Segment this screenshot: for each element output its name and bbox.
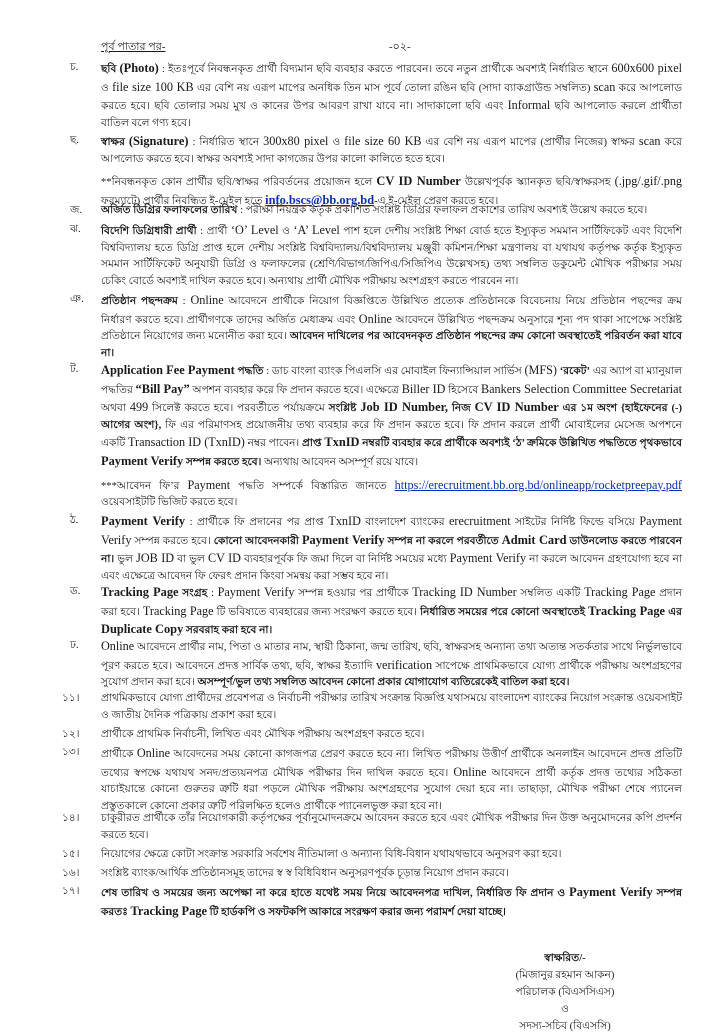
- page-number: -০২-: [389, 41, 411, 53]
- numbered-item-14: ১৪। চাকুরীরত প্রার্থীকে তাঁর নিয়োগকারী কর্তৃপক্ষের পূর্বানুমোদনক্রমে আবেদন করতে হবে এবং মৌখিক পরীক্ষার দিন উক্ত অনুমোদনের কপি প্রদর্শন করতে হবে।: [62, 813, 682, 841]
- signature-block: [480, 950, 650, 1035]
- signatory-name: (মিজানুর রহমান আকন): [515, 970, 615, 981]
- email-link[interactable]: info.bscs@bb.org.bd: [265, 192, 375, 207]
- item-degree-result-date: জ. অর্জিত ডিগ্রির ফলাফলের তারিখ : পরীক্ষা নিয়ন্ত্রক কর্তৃক প্রকাশিত সংশ্লিষ্ট ডিগ্রির ফলাফল প্রকাশের তারিখ অবশ্যই উল্লেখ করতে হবে।: [70, 203, 682, 220]
- item-marker: ঝ.: [70, 224, 81, 235]
- item-online-accuracy: ঢ. Online আবেদনে প্রার্থীর নাম, পিতা ও মাতার নাম, স্থায়ী ঠিকানা, জন্ম তারিখ, ছবি, স্বাক্ষরসহ অন্যান্য তথ্য অত্যন্ত সতর্কতার সাথে নির্ভুলভাবে পূরণ করতে হবে। আবেদনে প্রদত্ত সার্বিক তথ্য, ছবি, স্বাক্ষর ইত্যাদি verification সাপেক্ষে প্রাথমিকভাবে যোগ্য প্রার্থীকে পরীক্ষায় অংশগ্রহণের সুযোগ প্রদান করা হবে। অসম্পূর্ণ/ভুল তথ্য সম্বলিত আবেদন কোনো প্রকার যোগাযোগ ব্যতিরেকেই বাতিল করা হবে।: [70, 639, 682, 689]
- payment-details-note: ***আবেদন ফি’র Payment পদ্ধতি সম্পর্কে বিস্তারিত জানতে https://erecruitment.bb.org.bd/onlineapp/rocketpreepay.pdf ওয়েবসাইটটি ভিজিট করতে হবে।: [101, 477, 682, 509]
- item-marker: ট.: [70, 364, 79, 375]
- numbered-item-16: ১৬। সংশ্লিষ্ট ব্যাংক/আর্থিক প্রতিষ্ঠানসমূহ তাদের স্ব স্ব বিধিবিধান অনুসরণপূর্বক চূড়ান্ত নিয়োগ প্রদান করবে।: [70, 866, 682, 883]
- item-marker: জ.: [70, 205, 83, 216]
- item-marker: ১৪।: [62, 813, 80, 824]
- item-signature: ছ. স্বাক্ষর (Signature) : নির্ধারিত স্থানে 300x80 pixel ও file size 60 KB এর বেশি নয় এরূপ মাপের (প্রার্থীর নিজের) স্বাক্ষর scan করে আপলোড করতে হবে। স্বাক্ষর অবশ্যই সাদা কাগজের উপর কালো কালিতে হতে হবে। **নিবন্ধনকৃত কোন প্রার্থীর ছবি/স্বাক্ষর পরিবর্তনের প্রয়োজন হলে CV ID Number উল্লেখপূর্বক স্ক্যানকৃত ছবি/স্বাক্ষরসহ (.jpg/.gif/.png ফরম্যাটে) প্রার্থীর নিবন্ধিত ই-মেইল হতে info.bscs@bb.org.bd-এ ই-মেইল প্রেরণ করতে হবে।: [70, 133, 682, 210]
- numbered-item-17: ১৭। শেষ তারিখ ও সময়ের জন্য অপেক্ষা না করে হাতে যথেষ্ট সময় নিয়ে আবেদনপত্র দাখিল, নির্ধারিত ফি প্রদান ও Payment Verify সম্পন্ন করতঃ Tracking Page টি হার্ডকপি ও সফটকপি আকারে সংরক্ষণ করার জন্য পরামর্শ দেয়া যাচ্ছে।: [62, 885, 682, 918]
- rocket-prepay-pdf-link[interactable]: https://erecruitment.bb.org.bd/onlineapp/rocketpreepay.pdf: [394, 477, 682, 492]
- item-marker: ১৩।: [62, 747, 80, 758]
- item-institution-preference: ঞ. প্রতিষ্ঠান পছন্দক্রম : Online আবেদনে প্রার্থীকে নিয়োগ বিজ্ঞপ্তিতে উল্লিখিত প্রত্যেক প্রতিষ্ঠানকে বিবেচনায় নিয়ে প্রতিষ্ঠান পছন্দের ক্রম নির্ধারণ করতে হবে। প্রার্থীগণকে তাদের অর্জিত মেধাক্রম এবং Online আবেদনে উল্লিখিত পছন্দক্রম অনুসারে শূন্য পদ থাকা সাপেক্ষে সংশ্লিষ্ট প্রতিষ্ঠানে নিয়োগের জন্য মনোনীত করা হবে। আবেদন দাখিলের পর আবেদনকৃত প্রতিষ্ঠান পছন্দের ক্রম কোনো অবস্থাতেই পরিবর্তন করা যাবে না।: [70, 293, 682, 359]
- numbered-item-12: ১২। প্রার্থীকে প্রাথমিক নির্বাচনী, লিখিত এবং মৌখিক পরীক্ষায় অংশগ্রহণ করতে হবে।: [70, 727, 682, 744]
- item-marker: ঞ.: [70, 294, 84, 305]
- item-marker: ১৫।: [62, 849, 80, 860]
- signatory-title: পরিচালক (বিএসসিএস): [515, 987, 615, 998]
- previous-page-note: পূর্ব পাতার পর-: [101, 41, 166, 53]
- item-foreign-degree: ঝ. বিদেশি ডিগ্রিধারী প্রার্থী : প্রার্থী ‘O’ Level ও ‘A’ Level পাশ হলে দেশীয় সংশ্লিষ্ট শিক্ষা বোর্ড হতে ইস্যুকৃত সমমান সার্টিফিকেট এবং বিদেশি বিশ্ববিদ্যালয় হতে ডিগ্রি প্রাপ্ত হলে দেশীয় সংশ্লিষ্ট বিশ্ববিদ্যালয়/বিশ্ববিদ্যালয় মঞ্জুরী কমিশন/শিক্ষা মন্ত্রণালয় বা যথাযথ কর্তৃপক্ষ কর্তৃক ইস্যুকৃত সমমান সার্টিফিকেট অনুযায়ী ডিগ্রি ও ফলাফলের (শ্রেণি/বিভাগ/জিপিএ/সিজিপিএ উল্লেখসহ) তথ্য সম্বলিত ডকুমেন্ট মৌখিক পরীক্ষার সময় চেকিং বোর্ডে অবশ্যই দাখিল করতে হবে। অন্যথায় প্রার্থী মৌখিক পরীক্ষায় অংশগ্রহণ করতে পারবেন না।: [70, 223, 682, 287]
- item-marker: ঢ.: [70, 640, 79, 651]
- signatory-and: ও: [561, 1004, 569, 1015]
- item-marker: ১২।: [62, 729, 80, 740]
- page-header: [101, 38, 664, 54]
- numbered-item-11: ১১। প্রাথমিকভাবে যোগ্য প্রার্থীদের প্রবেশপত্র ও নির্বাচনী পরীক্ষার তারিখ সংক্রান্ত বিজ্ঞপ্তি যথাসময়ে বাংলাদেশ ব্যাংকের নিয়োগ সংক্রান্ত ওয়েবসাইট ও জাতীয় দৈনিক পত্রিকায় প্রকাশ করা হবে।: [62, 693, 682, 721]
- signature-change-note: **নিবন্ধনকৃত কোন প্রার্থীর ছবি/স্বাক্ষর পরিবর্তনের প্রয়োজন হলে CV ID Number উল্লেখপূর্বক স্ক্যানকৃত ছবি/স্বাক্ষরসহ (.jpg/.gif/.png ফরম্যাটে) প্রার্থীর নিবন্ধিত ই-মেইল হতে info.bscs@bb.org.bd-এ ই-মেইল প্রেরণ করতে হবে।: [101, 174, 683, 207]
- signatory-title-2: সদস্য-সচিব (বিএসসি): [519, 1021, 611, 1032]
- item-marker: ১১।: [62, 693, 80, 704]
- signed-label: স্বাক্ষরিত/-: [544, 953, 586, 964]
- numbered-item-13: ১৩। প্রার্থীকে Online আবেদনের সময় কোনো কাগজপত্র প্রেরণ করতে হবে না। লিখিত পরীক্ষায় উত্তীর্ণ প্রার্থীকে অনলাইন আবেদনে প্রদত্ত প্রতিটি তথ্যের স্বপক্ষে যথাযথ সনদ/প্রত্যয়নপত্র মৌখিক পরীক্ষার দিন দাখিল করতে হবে। Online আবেদনে প্রার্থী কর্তৃক প্রদত্ত তথ্যের সঠিকতা যাচাইয়ান্তে কোনো গুরুতর ত্রুটি ধরা পড়লে মৌখিক পরীক্ষায় অংশগ্রহণের সুযোগ দেয়া হবে না। তাছাড়া, মৌখিক পরীক্ষা শেষে প্যানেল প্রস্তুতকালে কোনো প্রকার ত্রুটি পরিলক্ষিত হলেও প্রার্থীকে প্যানেলভুক্ত করা হবে না।: [62, 746, 682, 812]
- item-marker: ১৭।: [62, 886, 80, 897]
- numbered-item-15: ১৫। নিয়োগের ক্ষেত্রে কোটা সংক্রান্ত সরকারি সর্বশেষ নীতিমালা ও অন্যান্য বিধি-বিধান যথাযথভাবে অনুসরণ করা হবে।: [70, 847, 682, 864]
- item-tracking-page: ড. Tracking Page সংগ্রহ : Payment Verify সম্পন্ন হওয়ার পর প্রার্থীকে Tracking ID Number সম্বলিত একটি Tracking Page প্রদান করা হবে। Tracking Page টি ভবিষ্যতে ব্যবহারের জন্য সংরক্ষণ করতে হবে। নির্ধারিত সময়ের পরে কোনো অবস্থাতেই Tracking Page এর Duplicate Copy সরবরাহ করা হবে না।: [70, 585, 682, 637]
- item-marker: ড.: [70, 586, 81, 597]
- item-marker: ছ.: [70, 135, 80, 146]
- item-application-fee-payment: ট. Application Fee Payment পদ্ধতি : ডাচ বাংলা ব্যাংক পিএলসি এর মোবাইল ফিন্যান্সিয়াল সার্ভিস (MFS) ‘রকেট’ এর অ্যাপ বা ম্যানুয়াল পদ্ধতির “Bill Pay” অপশন ব্যবহার করে ফি প্রদান করতে হবে। এক্ষেত্রে Biller ID হিসেবে Bankers Selection Committee Secretariat অথবা 499 সিলেক্ট করতে হবে। পরবর্তীতে পর্যায়ক্রমে সংশ্লিষ্ট Job ID Number, নিজ CV ID Number এর ১ম অংশ {হাইফেনের (-) আগের অংশ}, ফি এর পরিমাণসহ প্রয়োজনীয় তথ্য ব্যবহার করে ফি প্রদান করতে হবে। ফি প্রদান করলে প্রার্থী মোবাইলের মেসেজ অপশনে একটি Transaction ID (TxnID) নম্বর পাবেন। প্রাপ্ত TxnID নম্বরটি ব্যবহার করে প্রার্থীকে অবশ্যই ‘ঠ’ ক্রমিকে উল্লিখিত পদ্ধতিতে পৃথকভাবে Payment Verify সম্পন্ন করতে হবে। অন্যথায় আবেদন অসম্পূর্ণ রয়ে যাবে। ***আবেদন ফি’র Payment পদ্ধতি সম্পর্কে বিস্তারিত জানতে https://erecruitment.bb.org.bd/onlineapp/rocketpreepay.pdf ওয়েবসাইটটি ভিজিট করতে হবে।: [70, 362, 682, 512]
- item-marker: ১৬।: [62, 868, 80, 879]
- item-photo: চ. ছবি (Photo) : ইতঃপূর্বে নিবন্ধনকৃত প্রার্থী বিদ্যমান ছবি ব্যবহার করতে পারবেন। তবে নতুন প্রার্থীকে অবশ্যই নির্ধারিত স্থানে 600x600 pixel ও file size 100 KB এর বেশি নয় এরূপ মাপের অনধিক তিন মাস পূর্বে তোলা রঙিন ছবি (সাদা ব্যাকগ্রাউন্ড সম্বলিত) scan করে আপলোড করতে হবে। ছবি তোলার সময় মুখ ও কানের উপর আবরণ রাখা যাবে না। সাদাকালো ছবি এবং Informal ছবি আপলোড করলে প্রার্থীতা বাতিল বলে গণ্য হবে।: [70, 61, 683, 129]
- item-marker: চ.: [70, 62, 79, 73]
- item-payment-verify: ঠ. Payment Verify : প্রার্থীকে ফি প্রদানের পর প্রাপ্ত TxnID বাংলাদেশ ব্যাংকের erecruitment সাইটের নির্দিষ্ট ফিল্ডে বসিয়ে Payment Verify সম্পন্ন করতে হবে। কোনো আবেদনকারী Payment Verify সম্পন্ন না করলে পরবর্তীতে Admit Card ডাউনলোড করতে পারবেন না। ভুল JOB ID বা ভুল CV ID ব্যবহারপূর্বক ফি জমা দিলে বা নির্দিষ্ট সময়ের মধ্যে Payment Verify না করলে আবেদন গ্রহণযোগ্য হবে না এবং এক্ষেত্রে আবেদন ফি ফেরৎ প্রদান কিংবা সমন্বয় করা সম্ভব হবে না।: [70, 514, 682, 582]
- item-marker: ঠ.: [70, 515, 79, 526]
